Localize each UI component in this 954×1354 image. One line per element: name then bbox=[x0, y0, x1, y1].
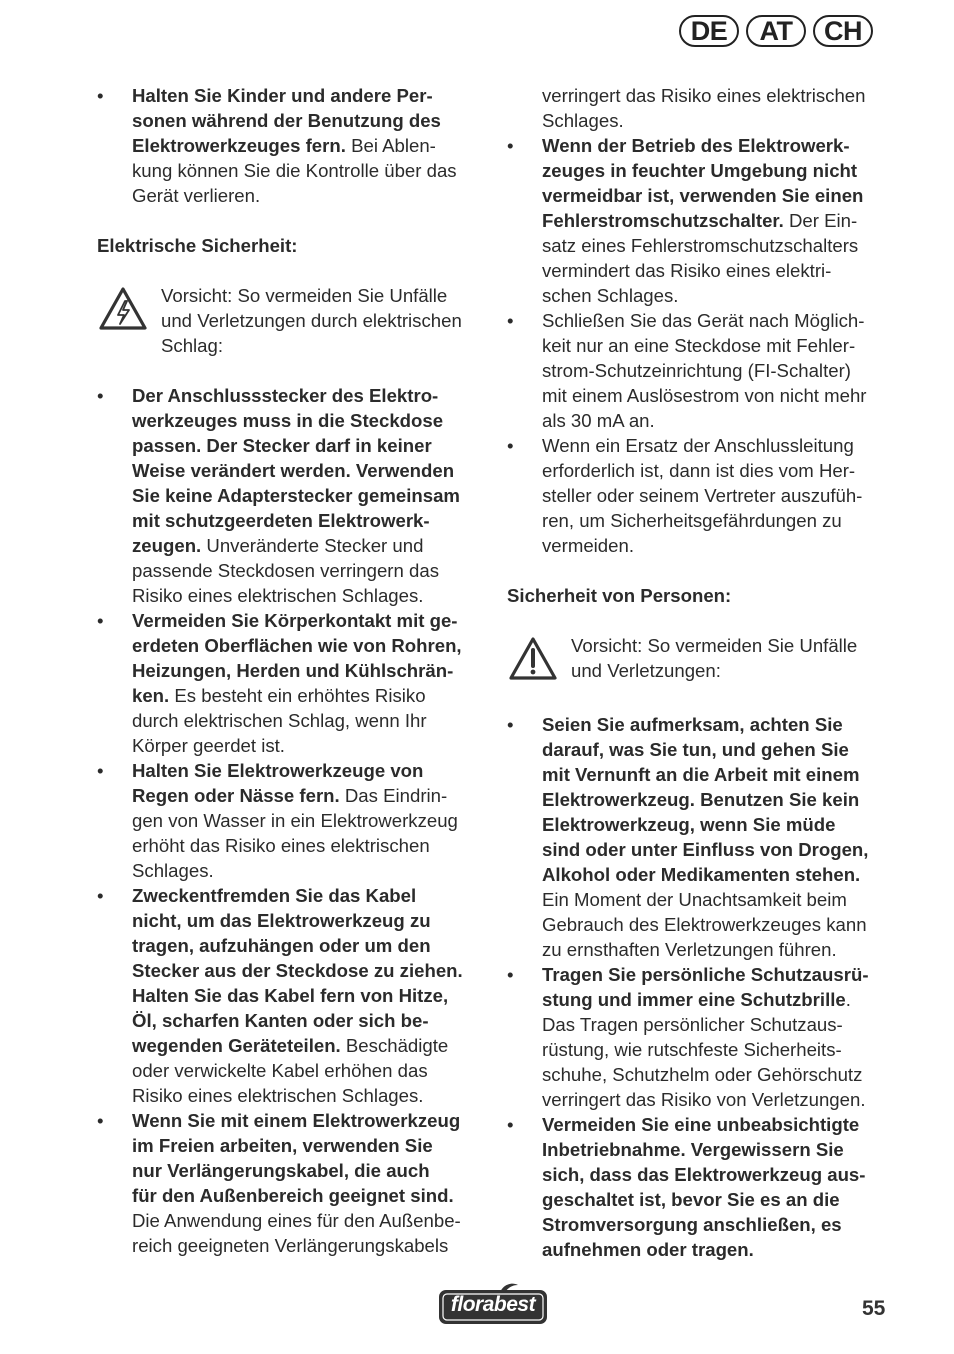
bullet: • bbox=[97, 1110, 104, 1131]
florabest-logo bbox=[438, 1282, 548, 1326]
bullet: • bbox=[507, 1114, 514, 1135]
item-bold-text: Vermeiden Sie eine unbeabsichtigte Inbetriebnahme. Vergewissern Sie sich, dass das Elektrowerkzeug aus- geschaltet ist, bevor Sie es an die Stromversorgung anschließen, es aufnehmen oder tragen. bbox=[542, 1114, 866, 1260]
list-item bbox=[507, 712, 892, 962]
country-badge-de: DE bbox=[679, 15, 739, 47]
list-item bbox=[507, 962, 892, 1112]
item-text: Der Ein- satz eines Fehlerstromschutzschalters vermindert das Risiko eines elektri- schen Schlages. bbox=[542, 210, 859, 306]
bullet: • bbox=[97, 85, 104, 106]
bullet: • bbox=[507, 135, 514, 156]
list-item bbox=[97, 383, 482, 608]
right-column bbox=[507, 83, 892, 1262]
country-badge-at: AT bbox=[746, 15, 806, 47]
list-item bbox=[507, 133, 892, 308]
item-text: Die Anwendung eines für den Außenbe- reich geeigneten Verlängerungskabels bbox=[132, 1210, 461, 1256]
item-bold-text: Zweckentfremden Sie das Kabel nicht, um das Elektrowerkzeug zu tragen, aufzuhängen oder um den Stecker aus der Steckdose zu ziehen. Halten Sie das Kabel fern von Hitze, Öl, scharfen Kanten oder sich be- wegenden Geräteteilen. bbox=[132, 885, 463, 1056]
item-text: verringert das Risiko eines elektrischen Schlages. bbox=[542, 85, 866, 131]
list-item bbox=[507, 1112, 892, 1262]
logo-text: florabest bbox=[450, 1293, 536, 1316]
list-item bbox=[97, 83, 482, 208]
item-text: Schließen Sie das Gerät nach Möglich- keit nur an eine Steckdose mit Fehler- strom-Schutzeinrichtung (FI-Schalter) mit einem Auslösestrom von nicht mehr als 30 mA an. bbox=[542, 310, 867, 431]
warning-block-general bbox=[507, 633, 892, 687]
list-item-continued bbox=[507, 83, 892, 133]
item-bold-text: Vermeiden Sie Körperkontakt mit ge- erdeten Oberflächen wie von Rohren, Heizungen, Herden und Kühlschrän- ken. bbox=[132, 610, 462, 706]
section-heading-personal-safety: Sicherheit von Personen: bbox=[507, 585, 732, 606]
list-item bbox=[97, 758, 482, 883]
bullet: • bbox=[97, 760, 104, 781]
item-text: Das Eindrin- gen von Wasser in ein Elektrowerkzeug erhöht das Risiko eines elektrischen Schlages. bbox=[132, 785, 458, 881]
item-bold-text: Wenn der Betrieb des Elektrowerk- zeuges in feuchter Umgebung nicht vermeidbar ist, verwenden Sie einen Fehlerstromschutzschalter. bbox=[542, 135, 864, 231]
country-badges bbox=[679, 15, 873, 47]
bullet: • bbox=[507, 964, 514, 985]
item-bold-text: Seien Sie aufmerksam, achten Sie darauf, was Sie tun, und gehen Sie mit Vernunft an die Arbeit mit einem Elektrowerkzeug. Benutzen Sie kein Elektrowerkzeug, wenn Sie müde sind oder unter Einfluss von Drogen, Alkohol oder Medikamenten stehen. bbox=[542, 714, 869, 885]
item-bold-text: Wenn Sie mit einem Elektrowerkzeug im Freien arbeiten, verwenden Sie nur Verlängerungskabel, die auch für den Außenbereich geeignet sind. bbox=[132, 1110, 461, 1206]
bullet: • bbox=[507, 714, 514, 735]
country-badge-ch: CH bbox=[813, 15, 873, 47]
bullet: • bbox=[97, 610, 104, 631]
left-column bbox=[97, 83, 482, 1258]
item-bold-text: Der Anschlussstecker des Elektro- werkzeuges muss in die Steckdose passen. Der Stecker darf in keiner Weise verändert werden. Verwenden Sie keine Adapterstecker gemeinsam mit schutzgeerdeten Elektrowerk- zeugen. bbox=[132, 385, 460, 556]
bullet: • bbox=[97, 385, 104, 406]
item-bold-text: Tragen Sie persönliche Schutzausrü- stung und immer eine Schutzbrille bbox=[542, 964, 869, 1010]
item-text: Unveränderte Stecker und passende Steckdosen verringern das Risiko eines elektrischen Schlages. bbox=[132, 535, 439, 606]
item-text: Ein Moment der Unachtsamkeit beim Gebrauch des Elektrowerkzeuges kann zu ernsthaften Verletzungen führen. bbox=[542, 889, 867, 960]
warning-text: Vorsicht: So vermeiden Sie Unfälle und Verletzungen: bbox=[571, 635, 858, 681]
bullet: • bbox=[507, 435, 514, 456]
list-item bbox=[97, 1108, 482, 1258]
warning-triangle-lightning-icon bbox=[98, 283, 150, 337]
list-item bbox=[97, 608, 482, 758]
bullet: • bbox=[97, 885, 104, 906]
warning-triangle-exclamation-icon bbox=[508, 633, 560, 687]
item-text: Wenn ein Ersatz der Anschlussleitung erforderlich ist, dann ist dies vom Her- steller oder seinem Vertreter auszufüh- ren, um Sicherheitsgefährdungen zu vermeiden. bbox=[542, 435, 863, 556]
warning-text: Vorsicht: So vermeiden Sie Unfälle und Verletzungen durch elektrischen Schlag: bbox=[161, 285, 462, 356]
list-item bbox=[97, 883, 482, 1108]
item-bold-text: Halten Sie Elektrowerkzeuge von Regen oder Nässe fern. bbox=[132, 760, 424, 806]
item-bold-text: Halten Sie Kinder und andere Per- sonen während der Benutzung des Elektrowerkzeuges fern. bbox=[132, 85, 441, 156]
list-item bbox=[507, 433, 892, 558]
item-text: Bei Ablen- kung können Sie die Kontrolle über das Gerät verlieren. bbox=[132, 135, 457, 206]
item-text: Beschädigte oder verwickelte Kabel erhöhen das Risiko eines elektrischen Schlages. bbox=[132, 1035, 449, 1106]
page-number: 55 bbox=[862, 1297, 886, 1320]
warning-block-electric bbox=[97, 283, 482, 358]
list-item bbox=[507, 308, 892, 433]
section-heading-electrical-safety: Elektrische Sicherheit: bbox=[97, 235, 298, 256]
item-text: . Das Tragen persönlicher Schutzaus- rüstung, wie rutschfeste Sicherheits- schuhe, Schutzhelm oder Gehörschutz verringert das Risiko von Verletzungen. bbox=[542, 989, 866, 1110]
bullet: • bbox=[507, 310, 514, 331]
item-text: Es besteht ein erhöhtes Risiko durch elektrischen Schlag, wenn Ihr Körper geerdet ist. bbox=[132, 685, 427, 756]
